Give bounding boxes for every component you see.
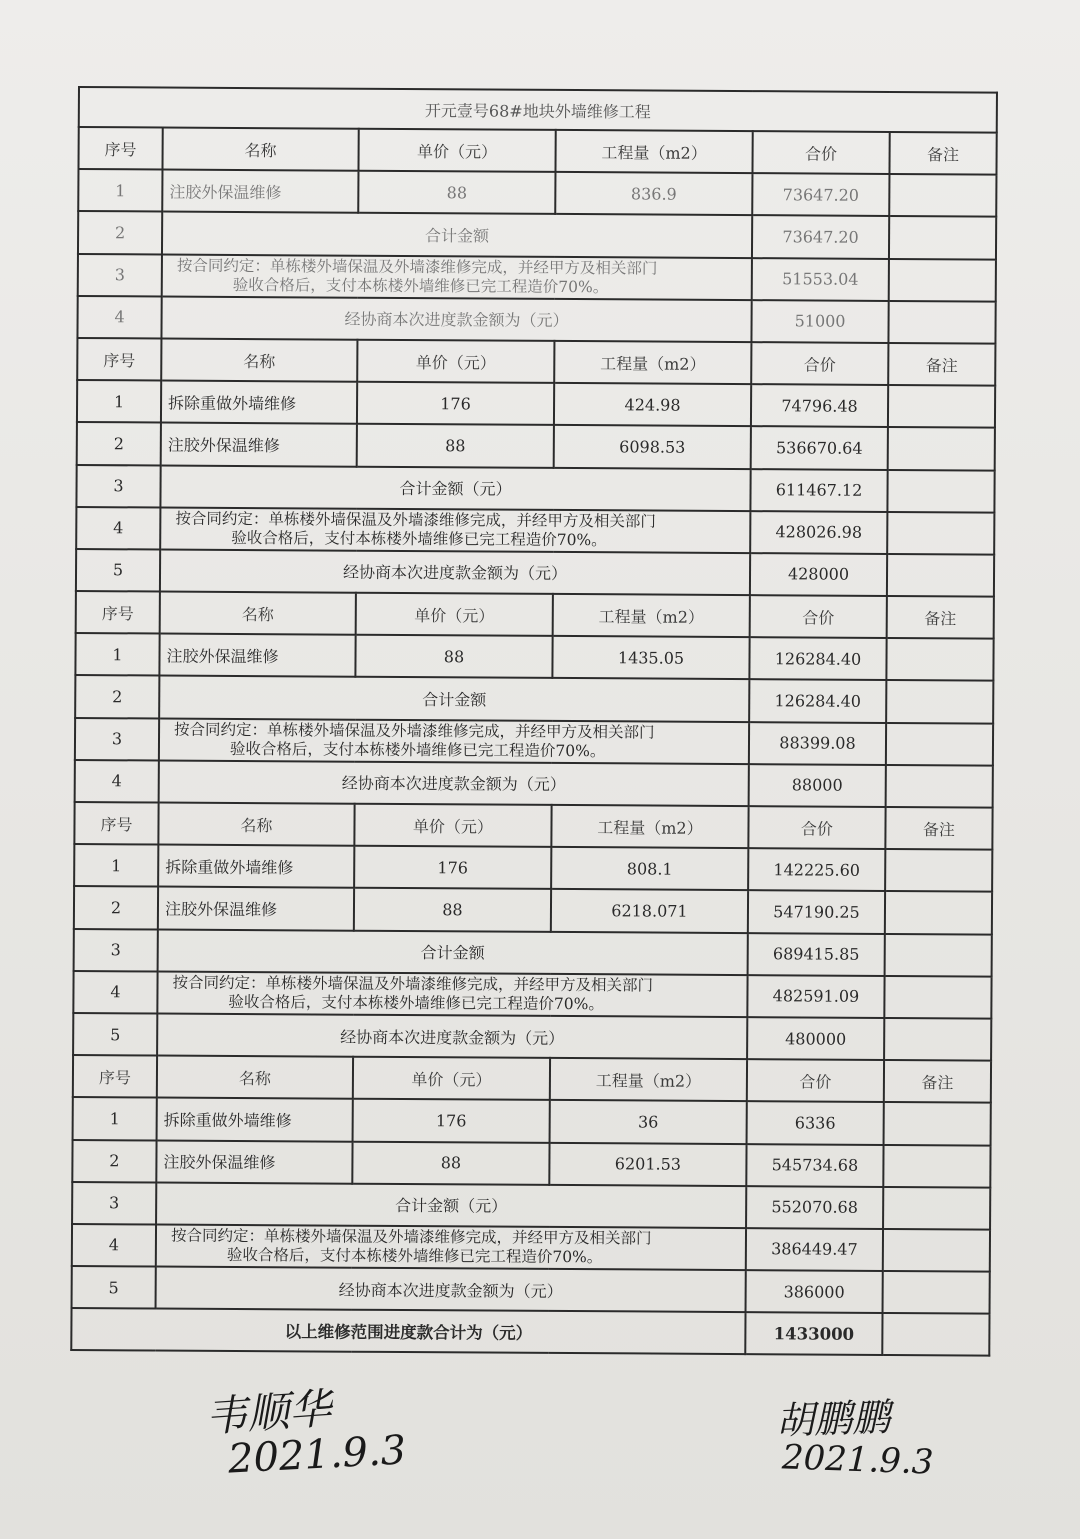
header-no: 序号 (78, 127, 162, 170)
header-qty: 工程量（m2） (554, 341, 751, 384)
terms-no: 4 (72, 1224, 156, 1267)
sum-no: 3 (76, 464, 160, 507)
header-note: 备注 (887, 596, 994, 639)
terms-line-1: 按合同约定：单栋楼外墙保温及外墙漆维修完成，并经甲方及相关部门 (174, 720, 655, 742)
item-no: 1 (77, 380, 161, 423)
item-price: 176 (357, 382, 554, 425)
grand-total-value: 1433000 (745, 1312, 882, 1355)
item-qty: 6218.071 (551, 889, 748, 932)
sum-label: 合计金额 (159, 676, 749, 722)
item-price: 88 (355, 635, 552, 678)
terms-no: 4 (73, 971, 157, 1014)
item-qty: 424.98 (554, 383, 751, 426)
header-qty: 工程量（m2） (553, 594, 750, 637)
terms-value: 386449.47 (746, 1228, 883, 1271)
agreed-row (75, 760, 993, 808)
left-signature-date: 2021.9.3 (226, 1427, 408, 1483)
terms-note (883, 1229, 990, 1272)
agreed-row (76, 549, 994, 597)
agreed-value: 480000 (747, 1017, 884, 1060)
agreed-label: 经协商本次进度款金额为（元） (161, 296, 751, 342)
sum-row (74, 929, 992, 977)
terms-row (78, 254, 996, 302)
agreed-note (886, 765, 993, 808)
header-note: 备注 (884, 1060, 991, 1103)
agreed-no: 5 (73, 1013, 157, 1056)
item-name: 拆除重做外墙维修 (158, 845, 354, 888)
header-qty: 工程量（m2） (550, 1058, 747, 1101)
agreed-note (887, 554, 994, 597)
item-no: 2 (74, 886, 158, 929)
agreed-no: 5 (76, 549, 160, 592)
sum-note (883, 1187, 990, 1230)
agreed-no: 4 (77, 296, 161, 339)
item-note (884, 1102, 991, 1145)
terms-line-1: 按合同约定：单栋楼外墙保温及外墙漆维修完成，并经甲方及相关部门 (176, 256, 658, 278)
agreed-value: 88000 (749, 764, 886, 807)
sum-note (885, 934, 992, 977)
left-signature: 韦顺华 (203, 1383, 333, 1442)
agreed-label: 经协商本次进度款金额为（元） (157, 1013, 747, 1059)
item-note (888, 385, 995, 428)
header-row (77, 338, 995, 386)
sum-value: 73647.20 (752, 215, 889, 258)
item-no: 1 (73, 1097, 157, 1140)
sum-note (887, 469, 994, 512)
item-total: 547190.25 (748, 890, 885, 933)
terms-row (72, 1224, 990, 1272)
item-row (74, 886, 992, 934)
item-price: 88 (352, 1141, 549, 1184)
agreed-value: 386000 (746, 1270, 883, 1313)
item-note (888, 427, 995, 470)
sum-no: 2 (75, 675, 159, 718)
item-row (77, 380, 995, 428)
terms-no: 3 (75, 718, 159, 761)
terms-value: 482591.09 (747, 975, 884, 1018)
terms-line-2: 验收合格后，支付本栋楼外墙维修已完工程造价70%。 (232, 275, 609, 296)
terms-value: 88399.08 (749, 722, 886, 765)
item-total: 536670.64 (751, 426, 888, 469)
header-name: 名称 (160, 592, 356, 635)
item-no: 2 (72, 1139, 156, 1182)
terms-line-1: 按合同约定：单栋楼外墙保温及外墙漆维修完成，并经甲方及相关部门 (175, 509, 656, 531)
item-note (883, 1144, 990, 1187)
sum-row (72, 1182, 990, 1230)
terms-text (160, 507, 750, 553)
header-name: 名称 (157, 1056, 353, 1099)
item-name: 拆除重做外墙维修 (157, 1098, 353, 1141)
grand-total-row (71, 1308, 989, 1356)
agreed-label: 经协商本次进度款金额为（元） (159, 760, 749, 806)
item-name: 注胶外保温维修 (162, 170, 358, 213)
sum-label: 合计金额 (162, 212, 752, 258)
item-price: 176 (353, 1099, 550, 1142)
agreed-value: 51000 (751, 300, 888, 343)
terms-text (162, 254, 752, 300)
item-note (889, 174, 996, 217)
terms-row (76, 507, 994, 555)
terms-note (884, 976, 991, 1019)
sum-row (75, 675, 993, 723)
header-name: 名称 (162, 128, 358, 171)
item-total: 545734.68 (746, 1144, 883, 1187)
agreed-no: 5 (72, 1266, 156, 1309)
sum-no: 3 (74, 929, 158, 972)
item-row (73, 1097, 991, 1145)
item-no: 1 (74, 844, 158, 887)
agreed-no: 4 (75, 760, 159, 803)
progress-payment-table (70, 86, 998, 1357)
item-qty: 1435.05 (552, 636, 749, 679)
header-no: 序号 (77, 338, 161, 381)
item-name: 拆除重做外墙维修 (161, 381, 357, 424)
sum-label: 合计金额 (158, 929, 748, 975)
item-price: 88 (357, 424, 554, 467)
sum-row (76, 464, 994, 512)
item-price: 88 (354, 888, 551, 931)
item-name: 注胶外保温维修 (158, 887, 354, 930)
item-no: 1 (75, 633, 159, 676)
item-qty: 6201.53 (549, 1142, 746, 1185)
item-total: 73647.20 (752, 173, 889, 216)
item-total: 142225.60 (748, 848, 885, 891)
item-name: 注胶外保温维修 (156, 1140, 352, 1183)
item-note (885, 891, 992, 934)
terms-text (156, 1224, 746, 1270)
header-note: 备注 (888, 343, 995, 386)
terms-note (889, 259, 996, 302)
header-no: 序号 (73, 1055, 157, 1098)
header-price: 单价（元） (357, 340, 554, 383)
title-row (79, 87, 997, 133)
agreed-note (883, 1271, 990, 1314)
header-total: 合价 (752, 131, 889, 174)
terms-line-1: 按合同约定：单栋楼外墙保温及外墙漆维修完成，并经甲方及相关部门 (170, 1226, 652, 1248)
agreed-row (72, 1266, 990, 1314)
header-name: 名称 (158, 803, 354, 846)
terms-line-1: 按合同约定：单栋楼外墙保温及外墙漆维修完成，并经甲方及相关部门 (172, 973, 654, 995)
header-note: 备注 (889, 132, 996, 175)
header-price: 单价（元） (358, 129, 555, 172)
header-qty: 工程量（m2） (555, 130, 752, 173)
header-no: 序号 (74, 802, 158, 845)
terms-text (159, 718, 749, 764)
item-qty: 6098.53 (554, 425, 751, 468)
terms-note (886, 723, 993, 766)
header-row (74, 802, 992, 850)
item-no: 1 (78, 169, 162, 212)
header-price: 单价（元） (354, 804, 551, 847)
header-price: 单价（元） (353, 1057, 550, 1100)
terms-line-2: 验收合格后，支付本栋楼外墙维修已完工程造价70%。 (229, 739, 606, 760)
header-total: 合价 (751, 342, 888, 385)
sum-note (886, 680, 993, 723)
item-total: 126284.40 (749, 637, 886, 680)
item-row (72, 1139, 990, 1187)
item-name: 注胶外保温维修 (161, 423, 357, 466)
header-total: 合价 (748, 806, 885, 849)
sum-value: 689415.85 (748, 933, 885, 976)
sum-value: 611467.12 (750, 469, 887, 512)
item-price: 176 (354, 846, 551, 889)
header-total: 合价 (750, 595, 887, 638)
item-total: 6336 (747, 1101, 884, 1144)
grand-total-note (882, 1313, 989, 1356)
table-body (71, 87, 997, 1356)
item-total: 74796.48 (751, 384, 888, 427)
item-no: 2 (77, 422, 161, 465)
agreed-row (73, 1013, 991, 1061)
header-row (73, 1055, 991, 1103)
sum-no: 2 (78, 211, 162, 254)
terms-line-2: 验收合格后，支付本栋楼外墙维修已完工程造价70%。 (226, 1245, 603, 1267)
item-row (78, 169, 996, 217)
item-qty: 808.1 (551, 847, 748, 890)
terms-value: 428026.98 (750, 511, 887, 554)
sum-note (889, 216, 996, 259)
terms-row (75, 718, 993, 766)
agreed-row (77, 296, 995, 344)
sum-label: 合计金额（元） (160, 465, 750, 511)
terms-text (157, 971, 747, 1017)
item-qty: 836.9 (555, 172, 752, 215)
terms-value: 51553.04 (752, 258, 889, 301)
sum-label: 合计金额（元） (156, 1182, 746, 1228)
terms-no: 4 (76, 507, 160, 550)
header-note: 备注 (885, 807, 992, 850)
item-row (77, 422, 995, 470)
document-title: 开元壹号68#地块外墙维修工程 (79, 87, 997, 133)
grand-total-label: 以上维修范围进度款合计为（元） (71, 1308, 745, 1354)
sum-no: 3 (72, 1182, 156, 1225)
item-price: 88 (358, 171, 555, 214)
right-signature-date: 2021.9.3 (781, 1437, 935, 1483)
item-row (74, 844, 992, 892)
item-note (886, 638, 993, 681)
item-name: 注胶外保温维修 (159, 634, 355, 677)
terms-line-2: 验收合格后，支付本栋楼外墙维修已完工程造价70%。 (231, 528, 607, 550)
agreed-value: 428000 (750, 553, 887, 596)
header-row (78, 127, 996, 175)
agreed-note (884, 1018, 991, 1061)
sum-value: 126284.40 (749, 680, 886, 723)
terms-note (887, 512, 994, 555)
header-total: 合价 (747, 1059, 884, 1102)
item-note (885, 849, 992, 892)
header-price: 单价（元） (356, 593, 553, 636)
agreed-label: 经协商本次进度款金额为（元） (156, 1267, 746, 1313)
terms-no: 3 (78, 254, 162, 297)
header-qty: 工程量（m2） (551, 805, 748, 848)
header-name: 名称 (161, 338, 357, 381)
terms-line-2: 验收合格后，支付本栋楼外墙维修已完工程造价70%。 (228, 992, 604, 1014)
header-no: 序号 (76, 591, 160, 634)
terms-row (73, 971, 991, 1019)
item-qty: 36 (550, 1100, 747, 1143)
item-row (75, 633, 993, 681)
sum-row (78, 211, 996, 259)
right-signature: 胡鹏鹏 (775, 1395, 891, 1443)
agreed-label: 经协商本次进度款金额为（元） (160, 549, 750, 595)
header-row (76, 591, 994, 639)
agreed-note (888, 301, 995, 344)
sum-value: 552070.68 (746, 1186, 883, 1229)
